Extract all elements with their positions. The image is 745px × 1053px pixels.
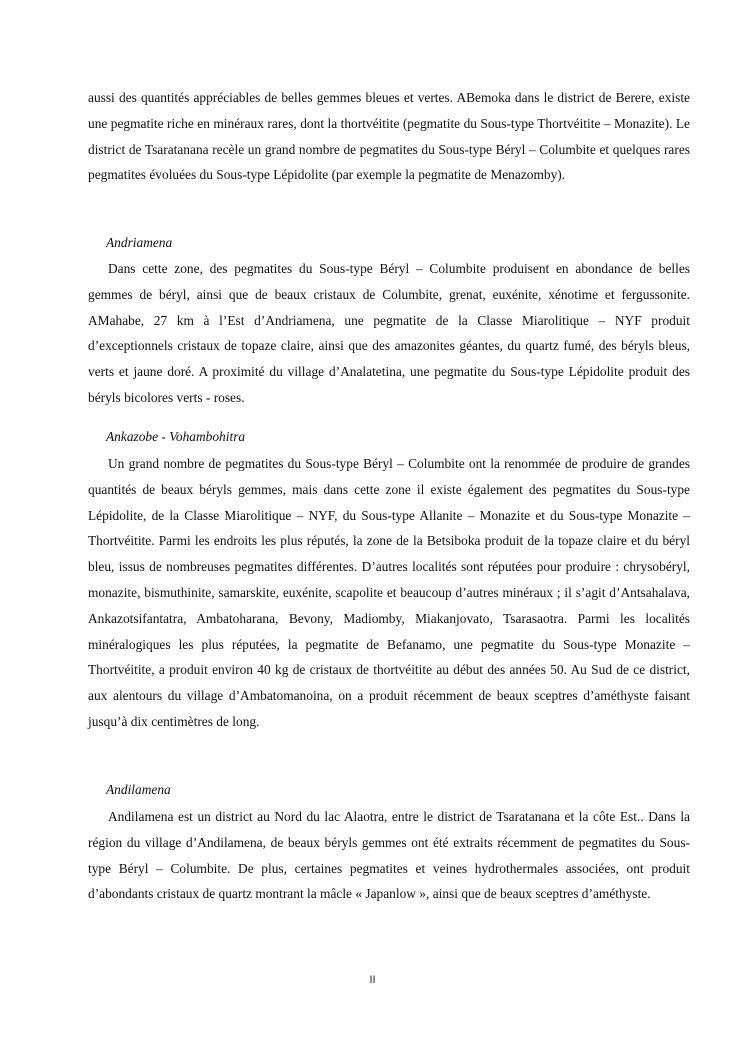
- heading-text: Andilamena: [106, 782, 171, 797]
- page-number: II: [369, 974, 376, 986]
- intro-paragraph: [88, 85, 690, 188]
- section-heading-andriamena: [88, 230, 690, 256]
- andilamena-paragraph: [88, 804, 690, 907]
- paragraph-text: Un grand nombre de pegmatites du Sous-type Béryl – Columbite ont la renommée de produire de grandes quantités de beaux béryls gemmes, mais dans cette zone il existe également des pegmatites du Sous-type Lépidolite, de la Classe Miarolitique – NYF, du Sous-type Allanite – Monazite et du Sous-type Monazite – Thortvéitite. Parmi les endroits les plus réputés, la zone de la Betsiboka produit de la topaze claire et du béryl bleu, issus de nombreuses pegmatites différentes. D’autres localités sont réputées pour produire : chrysobéryl, monazite, bismuthinite, samarskite, euxénite, scapolite et beaucoup d’autres minéraux ; il s’agit d’Antsahalava, Ankazotsifantatra, Ambatoharana, Bevony, Madiomby, Miakanjovato, Tsarasaotra. Parmi les localités minéralogiques les plus réputées, la pegmatite de Befanamo, une pegmatite du Sous-type Monazite – Thortvéitite, a produit environ 40 kg de cristaux de thortvéitite au début des années 50. Au Sud de ce district, aux alentours du village d’Ambatomanoina, on a produit récemment de beaux sceptres d’améthyste faisant jusqu’à dix centimètres de long.: [88, 456, 690, 729]
- paragraph-text: Dans cette zone, des pegmatites du Sous-type Béryl – Columbite produisent en abondance de belles gemmes de béryl, ainsi que de beaux cristaux de Columbite, grenat, euxénite, xénotime et fergussonite. AMahabe, 27 km à l’Est d’Andriamena, une pegmatite de la Classe Miarolitique – NYF produit d’exceptionnels cristaux de topaze claire, ainsi que des amazonites géantes, du quartz fumé, des béryls bleus, verts et jaune doré. A proximité du village d’Analatetina, une pegmatite du Sous-type Lépidolite produit des béryls bicolores verts - roses.: [88, 261, 690, 405]
- heading-text: Andriamena: [106, 235, 173, 250]
- andriamena-paragraph: [88, 256, 690, 411]
- paragraph-text: Andilamena est un district au Nord du lac Alaotra, entre le district de Tsaratanana et la côte Est.. Dans la région du village d’Andilamena, de beaux béryls gemmes ont été extraits récemment de pegmatites du Sous-type Béryl – Columbite. De plus, certaines pegmatites et veines hydrothermales associées, ont produit d’abondants cristaux de quartz montrant la mâcle « Japanlow », ainsi que de beaux sceptres d’améthyste.: [88, 809, 690, 902]
- heading-text: Ankazobe - Vohambohitra: [106, 429, 246, 444]
- section-heading-ankazobe: [88, 424, 690, 450]
- ankazobe-paragraph: [88, 451, 690, 735]
- section-heading-andilamena: [88, 777, 690, 803]
- paragraph-text: aussi des quantités appréciables de belles gemmes bleues et vertes. ABemoka dans le district de Berere, existe une pegmatite riche en minéraux rares, dont la thortvéitite (pegmatite du Sous-type Thortvéitite – Monazite). Le district de Tsaratanana recèle un grand nombre de pegmatites du Sous-type Béryl – Columbite et quelques rares pegmatites évoluées du Sous-type Lépidolite (par exemple la pegmatite de Menazomby).: [88, 90, 690, 183]
